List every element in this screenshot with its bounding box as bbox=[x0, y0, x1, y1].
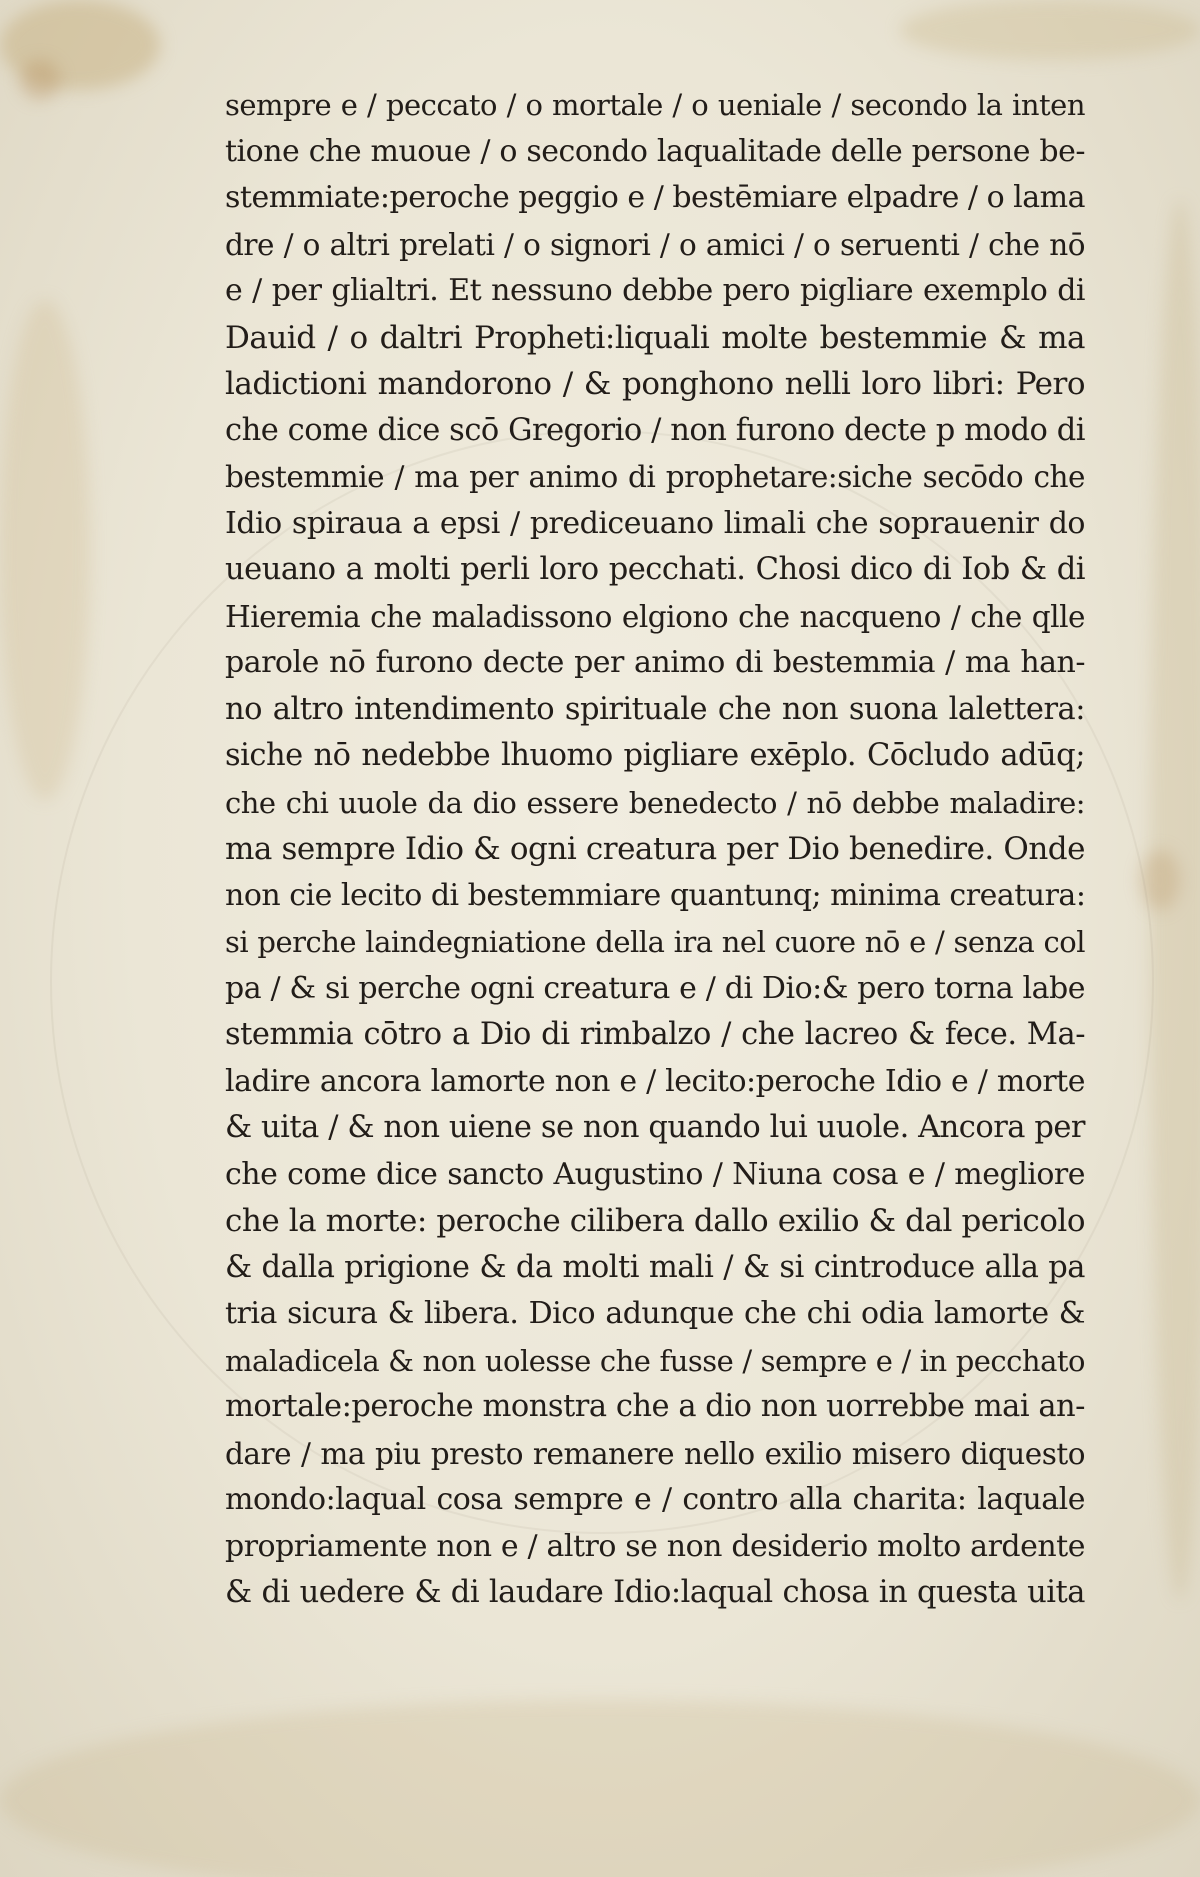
text-line: maladicela & non uolesse che fusse / sempre e / in pecchato bbox=[225, 1343, 1085, 1378]
text-line: non cie lecito di bestemmiare quantunq; minima creatura: bbox=[225, 877, 1086, 913]
text-line: stemmiate:peroche peggio e / bestēmiare elpadre / o lama bbox=[225, 180, 1085, 215]
stain bbox=[20, 60, 60, 100]
text-line: no altro intendimento spirituale che non suona lalettera: bbox=[225, 691, 1085, 727]
text-line: si perche laindegniatione della ira nel cuore nō e / senza col bbox=[225, 925, 1085, 959]
text-line: & di uedere & di laudare Idio:laqual chosa in questa uita bbox=[225, 1575, 1085, 1610]
text-line: mondo:laqual cosa sempre e / contro alla charita: laquale bbox=[225, 1482, 1085, 1517]
text-line: che come dice sancto Augustino / Niuna cosa e / megliore bbox=[225, 1156, 1085, 1192]
text-line: Hieremia che maladissono elgiono che nacqueno / che qlle bbox=[225, 599, 1085, 634]
text-line: Dauid / o daltri Propheti:liquali molte bestemmie & ma bbox=[225, 319, 1085, 356]
text-line: che chi uuole da dio essere benedecto / nō debbe maladire: bbox=[225, 785, 1085, 820]
text-line: ladictioni mandorono / & ponghono nelli loro libri: Pero bbox=[225, 366, 1085, 402]
text-line: bestemmie / ma per animo di prophetare:siche secōdo che bbox=[225, 460, 1085, 494]
text-line: & uita / & non uiene se non quando lui uuole. Ancora per bbox=[225, 1110, 1085, 1145]
text-line: ma sempre Idio & ogni creatura per Dio benedire. Onde bbox=[225, 831, 1085, 867]
text-line: pa / & si perche ogni creatura e / di Dio:& pero torna labe bbox=[225, 970, 1085, 1006]
stain bbox=[900, 0, 1200, 60]
text-line: che la morte: peroche cilibera dallo exilio & dal pericolo bbox=[225, 1203, 1085, 1239]
text-line: sempre e / peccato / o mortale / o ueniale / secondo la inten bbox=[225, 88, 1085, 122]
text-line: dre / o altri prelati / o signori / o amici / o seruenti / che nō bbox=[225, 227, 1085, 262]
stain bbox=[0, 300, 90, 800]
text-line: stemmia cōtro a Dio di rimbalzo / che lacreo & fece. Ma- bbox=[225, 1017, 1085, 1052]
text-line: mortale:peroche monstra che a dio non uorrebbe mai an- bbox=[225, 1389, 1085, 1424]
text-line: parole nō furono decte per animo di bestemmia / ma han- bbox=[225, 645, 1085, 680]
text-line: siche nō nedebbe lhuomo pigliare exēplo. Cōcludo adūq; bbox=[225, 738, 1085, 773]
text-line: che come dice scō Gregorio / non furono decte p modo di bbox=[225, 412, 1085, 448]
stain bbox=[0, 1700, 1200, 1877]
text-line: propriamente non e / altro se non desiderio molto ardente bbox=[225, 1528, 1085, 1564]
text-line: ueuano a molti perli loro pecchati. Chosi dico di Iob & di bbox=[225, 552, 1085, 587]
text-line: dare / ma piu presto remanere nello exilio misero diquesto bbox=[225, 1436, 1085, 1471]
text-line: & dalla prigione & da molti mali / & si cintroduce alla pa bbox=[225, 1249, 1085, 1285]
text-line: tria sicura & libera. Dico adunque che chi odia lamorte & bbox=[225, 1296, 1085, 1331]
text-line: tione che muoue / o secondo laqualitade delle persone be- bbox=[225, 133, 1085, 169]
text-line: Idio spiraua a epsi / prediceuano limali che soprauenir do bbox=[225, 505, 1085, 541]
text-block bbox=[225, 82, 1085, 1617]
text-line: e / per glialtri. Et nessuno debbe pero pigliare exemplo di bbox=[225, 273, 1085, 308]
text-line: ladire ancora lamorte non e / lecito:peroche Idio e / morte bbox=[225, 1063, 1085, 1099]
